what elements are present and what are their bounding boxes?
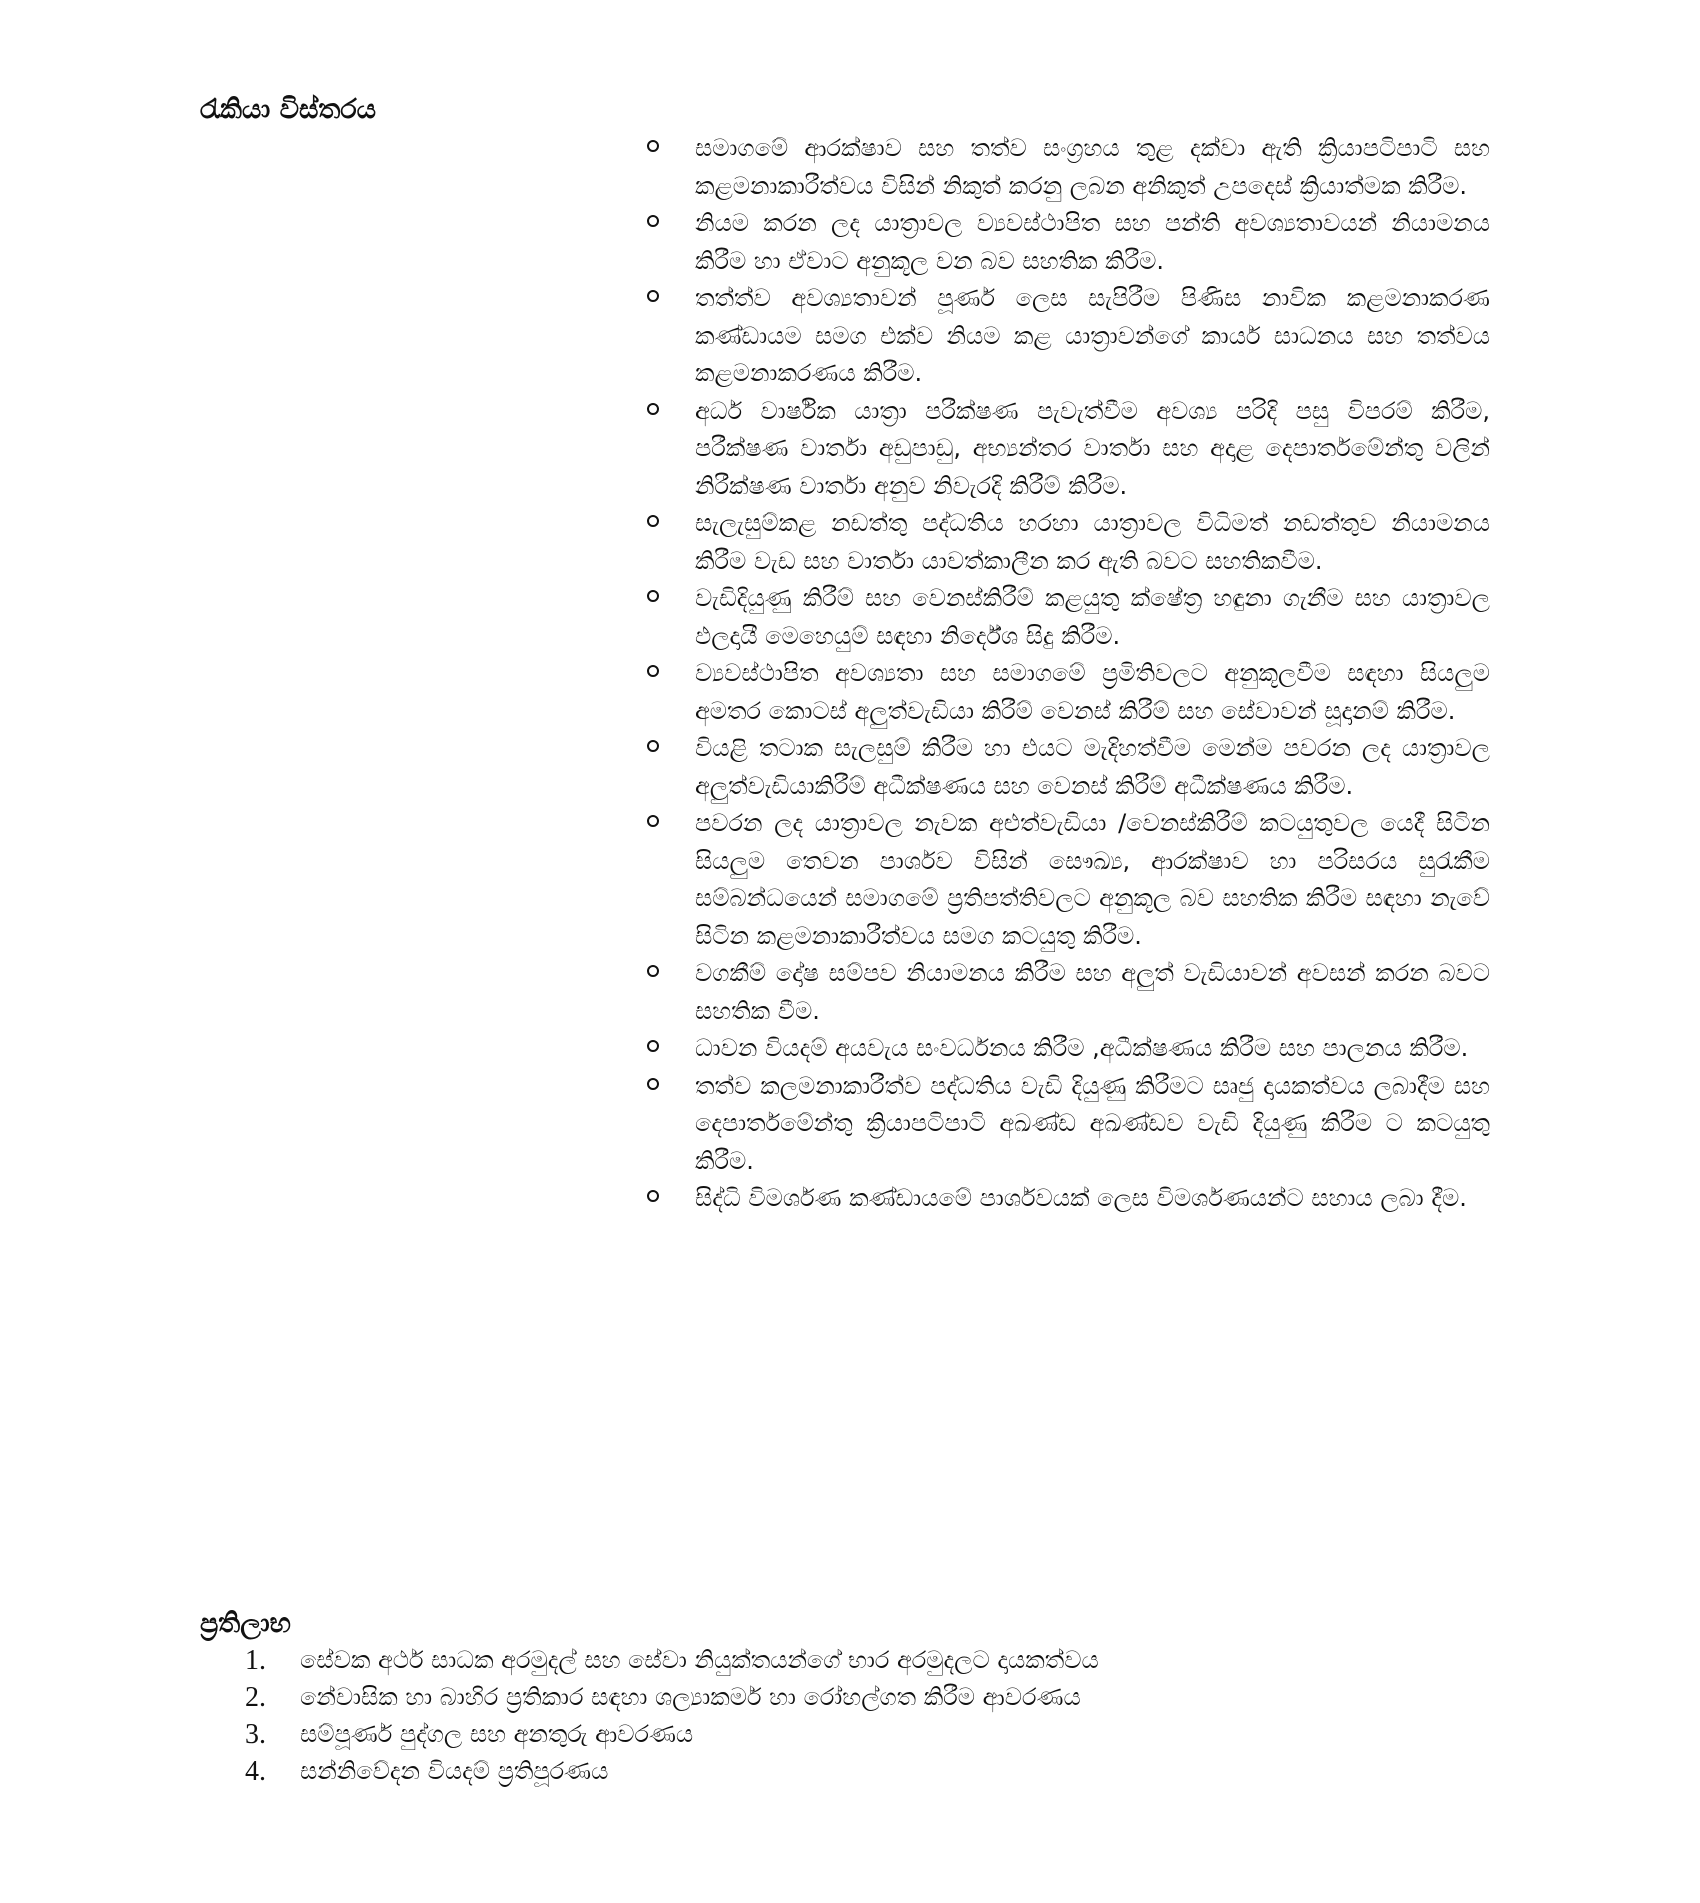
benefit-number: 3. bbox=[245, 1719, 266, 1750]
circle-bullet-icon bbox=[647, 1040, 659, 1052]
duty-text: ව්‍යවස්ථාපිත අවශ්‍යතා සහ සමාගමේ ප්‍රමිතිවලට අනුකූලවීම සඳහා සියලුම අමතර කොටස් අලුත්වැඩියා කිරීම් වෙනස් කිරීම් සහ සේවාවන් සූදානම් කිරීම. bbox=[695, 659, 1490, 725]
duty-text: වියළි තටාක සැලසුම් කිරීම හා එයට මැදිහත්වීම මෙන්ම පවරන ලද යාත්‍රාවල අලුත්වැඩියාකිරීම් අධීක්ෂණය සහ වෙනස් කිරීම් අධීක්ෂණය කිරීම. bbox=[695, 734, 1490, 800]
duty-text: අර්ධ වාර්ෂික යාත්‍රා පරීක්ෂණ පැවැත්වීම අවශ්‍ය පරිදි පසු විපරම් කිරීම, පරීක්ෂණ වාර්තා අඩුපාඩු, අභ්‍යන්තර වාර්තා සහ අදාළ දෙපාර්තමේන්තු වලින් නිරීක්ෂණ වාර්තා අනුව නිවැරදි කිරීම් කිරීම. bbox=[695, 396, 1490, 500]
duty-item bbox=[645, 130, 1490, 205]
benefits-heading: ප්‍රතිලාභ bbox=[200, 1608, 291, 1639]
duty-item bbox=[645, 655, 1490, 730]
benefit-text: සම්පූර්ණ පුද්ගල සහ අනතුරු ආවරණය bbox=[300, 1720, 694, 1748]
benefits-list bbox=[245, 1642, 1395, 1790]
duty-item bbox=[645, 205, 1490, 280]
duty-item bbox=[645, 1068, 1490, 1181]
benefit-text: සන්නිවේදන වියදම් ප්‍රතිපූරණය bbox=[300, 1757, 609, 1785]
circle-bullet-icon bbox=[647, 290, 659, 302]
duty-text: තත්ත්ව අවශ්‍යතාවන් පූර්ණ ලෙස සැපිරීම පිණිස නාවික කළමනාකරණ කණ්ඩායම සමග එක්ව නියම කළ යාත්‍රාවන්ගේ කාර්ය සාධනය සහ තත්වය කළමනාකරණය කිරීම. bbox=[695, 284, 1490, 387]
duty-item bbox=[645, 393, 1490, 506]
benefit-number: 2. bbox=[245, 1682, 266, 1713]
duty-text: සමාගමේ ආරක්ෂාව සහ තත්ව සංග්‍රහය තුළ දක්වා ඇති ක්‍රියාපටිපාටි සහ කළමනාකාරීත්වය විසින් නිකුත් කරනු ලබන අනිකුත් උපදෙස් ක්‍රියාත්මක කිරීම. bbox=[695, 134, 1490, 200]
duty-item bbox=[645, 580, 1490, 655]
job-description-heading: රැකියා විස්තරය bbox=[200, 94, 377, 125]
benefit-item bbox=[245, 1753, 1395, 1790]
benefit-item bbox=[245, 1716, 1395, 1753]
circle-bullet-icon bbox=[647, 403, 659, 415]
duty-item bbox=[645, 805, 1490, 955]
circle-bullet-icon bbox=[647, 665, 659, 677]
duty-text: නියම කරන ලද යාත්‍රාවල ව්‍යවස්ථාපිත සහ පන්ති අවශ්‍යතාවයන් නියාමනය කිරීම හා ඒවාට අනුකූල වන බව සහතික කිරීම. bbox=[695, 209, 1490, 275]
benefit-text: නේවාසික හා බාහිර ප්‍රතිකාර සඳහා ශල්‍යාකර්ම හා රෝහල්ගත කිරීම ආවරණය bbox=[300, 1683, 1081, 1711]
duty-text: තත්ව කලමනාකාරීත්ව පද්ධතිය වැඩි දියුණු කිරීමට සෘජු දායකත්වය ලබාදීම සහ දෙපාර්තමේන්තු ක්‍රියාපටිපාටි අඛණ්ඩ අඛණ්ඩව වැඩි දියුණු කිරීම ට කටයුතු කිරීම. bbox=[695, 1071, 1490, 1175]
benefit-item bbox=[245, 1679, 1395, 1716]
benefit-item bbox=[245, 1642, 1395, 1679]
duty-item bbox=[645, 730, 1490, 805]
circle-bullet-icon bbox=[647, 1078, 659, 1090]
duty-item bbox=[645, 1180, 1490, 1218]
duty-text: සැලැසුම්කළ නඩත්තු පද්ධතිය හරහා යාත්‍රාවල විධිමත් නඩත්තුව නියාමනය කිරීම වැඩ සහ වාර්තා යාවත්කාලීන කර ඇති බවට සහතිකවීම. bbox=[695, 509, 1490, 575]
circle-bullet-icon bbox=[647, 590, 659, 602]
duty-text: පවරන ලද යාත්‍රාවල නැවක අළුත්වැඩියා /වෙනස්කිරීම් කටයුතුවල යෙදී සිටින සියලුම තෙවන පාර්ශව විසින් සෞඛ්‍ය, ආරක්ෂාව හා පරිසරය සුරැකීම සම්බන්ධයෙන් සමාගමේ ප්‍රතිපත්තිවලට අනුකූල බව සහතික කිරීම සඳහා නැවේ සිටින කළමනාකාරීත්වය සමග කටයුතු කිරීම. bbox=[695, 809, 1490, 950]
duty-text: සිද්ධි විමර්ශණ කණ්ඩායමේ පාර්ශවයක් ලෙස විමර්ශණයන්ට සහාය ලබා දීම. bbox=[695, 1184, 1467, 1212]
circle-bullet-icon bbox=[647, 815, 659, 827]
circle-bullet-icon bbox=[647, 140, 659, 152]
duty-text: ධාවන වියදම් අයවැය සංවර්ධනය කිරීම ,අධීක්ෂණය කිරීම සහ පාලනය කිරීම. bbox=[695, 1034, 1469, 1062]
duty-text: වැඩිදියුණු කිරීම් සහ වෙනස්කිරීම් කළයුතු ක්ෂේත්‍ර හඳුනා ගැනීම සහ යාත්‍රාවල ඵලදායී මෙහෙයුම් සඳහා නිර්දේශ සිදු කිරීම. bbox=[695, 584, 1490, 650]
circle-bullet-icon bbox=[647, 1190, 659, 1202]
benefit-text: සේවක අර්ථ සාධක අරමුදල් සහ සේවා නියුක්තයන්ගේ භාර අරමුදලට දායකත්වය bbox=[300, 1646, 1099, 1674]
circle-bullet-icon bbox=[647, 515, 659, 527]
benefit-number: 4. bbox=[245, 1756, 266, 1787]
circle-bullet-icon bbox=[647, 965, 659, 977]
benefit-number: 1. bbox=[245, 1645, 266, 1676]
duties-list bbox=[645, 130, 1490, 1218]
duty-text: වගකීම් දෝෂ සම්පව නියාමනය කිරීම සහ අලුත් වැඩියාවන් අවසන් කරන බවට සහතික වීම. bbox=[695, 959, 1490, 1025]
duty-item bbox=[645, 505, 1490, 580]
circle-bullet-icon bbox=[647, 215, 659, 227]
circle-bullet-icon bbox=[647, 740, 659, 752]
duty-item bbox=[645, 280, 1490, 393]
duty-item bbox=[645, 955, 1490, 1030]
duty-item bbox=[645, 1030, 1490, 1068]
